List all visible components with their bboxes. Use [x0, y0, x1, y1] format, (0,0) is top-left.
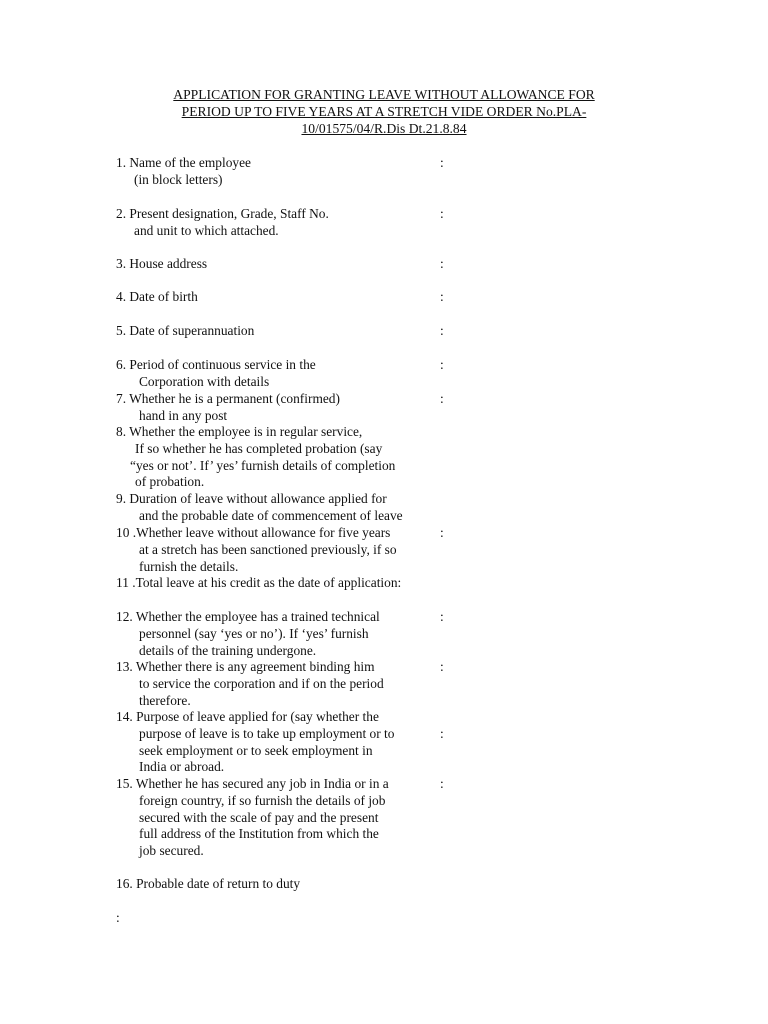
item-label-continuation: foreign country, if so furnish the details of job — [139, 792, 386, 808]
item-label: 16. Probable date of return to duty — [116, 876, 301, 891]
item-label: 14. Purpose of leave applied for (say whether the — [116, 709, 379, 724]
item-label: 8. Whether the employee is in regular service, — [116, 424, 363, 439]
item-label-continuation: “yes or not’. If’ yes’ furnish details of completion — [130, 457, 396, 473]
item-label: 9. Duration of leave without allowance applied for — [116, 491, 387, 506]
item-label-continuation: (in block letters) — [134, 171, 223, 187]
item-colon: : — [440, 525, 444, 540]
item-label: 1. Name of the employee — [116, 155, 251, 170]
item-label: 4. Date of birth — [116, 289, 198, 304]
item-label: 12. Whether the employee has a trained technical — [116, 609, 380, 624]
item-label-continuation: If so whether he has completed probation (say — [135, 440, 383, 456]
item-label-continuation: Corporation with details — [139, 373, 270, 389]
item-colon: : — [440, 256, 444, 271]
item-label-continuation: and the probable date of commencement of leave — [139, 507, 403, 523]
item-label-continuation: of probation. — [135, 474, 205, 490]
item-label: 6. Period of continuous service in the — [116, 357, 316, 372]
item-label: 11 .Total leave at his credit as the date of application: — [116, 575, 402, 590]
item-label-continuation: at a stretch has been sanctioned previously, if so — [139, 541, 397, 557]
item-colon: : — [440, 323, 444, 338]
item-label: 15. Whether he has secured any job in India or in a — [116, 776, 389, 791]
item-colon: : — [440, 289, 444, 304]
title-line-2: PERIOD UP TO FIVE YEARS AT A STRETCH VIDE ORDER No.PLA- — [181, 104, 587, 119]
item-label-continuation: India or abroad. — [139, 759, 225, 775]
document-title — [120, 86, 648, 137]
item-label: 2. Present designation, Grade, Staff No. — [116, 206, 329, 221]
item-label-continuation: and unit to which attached. — [134, 222, 279, 238]
title-line-1: APPLICATION FOR GRANTING LEAVE WITHOUT ALLOWANCE FOR — [173, 87, 595, 102]
title-line-3: 10/01575/04/R.Dis Dt.21.8.84 — [301, 121, 467, 136]
item-label: 10 .Whether leave without allowance for five years — [116, 525, 391, 540]
item-label-continuation: secured with the scale of pay and the present — [139, 809, 379, 825]
stray-colon: : — [116, 910, 120, 925]
item-label: 7. Whether he is a permanent (confirmed) — [116, 391, 340, 406]
item-colon: : — [440, 391, 444, 406]
item-label-continuation: furnish the details. — [139, 558, 239, 574]
item-label: 5. Date of superannuation — [116, 323, 255, 338]
item-label-continuation: details of the training undergone. — [139, 642, 317, 658]
item-label: 3. House address — [116, 256, 208, 271]
item-label-continuation: personnel (say ‘yes or no’). If ‘yes’ furnish — [139, 625, 369, 641]
item-label-continuation: seek employment or to seek employment in — [139, 742, 373, 758]
item-label-continuation: job secured. — [139, 843, 204, 859]
item-label: 13. Whether there is any agreement binding him — [116, 659, 375, 674]
item-colon: : — [440, 206, 444, 221]
item-colon: : — [440, 659, 444, 674]
item-colon: : — [440, 357, 444, 372]
item-label-continuation: to service the corporation and if on the period — [139, 675, 384, 691]
item-colon: : — [440, 725, 444, 741]
item-colon: : — [440, 155, 444, 170]
item-colon: : — [440, 776, 444, 791]
item-label-continuation: purpose of leave is to take up employment or to — [139, 725, 395, 741]
item-label-continuation: full address of the Institution from which the — [139, 826, 379, 842]
item-label-continuation: hand in any post — [139, 407, 228, 423]
item-colon: : — [440, 609, 444, 624]
item-label-continuation: therefore. — [139, 692, 191, 708]
